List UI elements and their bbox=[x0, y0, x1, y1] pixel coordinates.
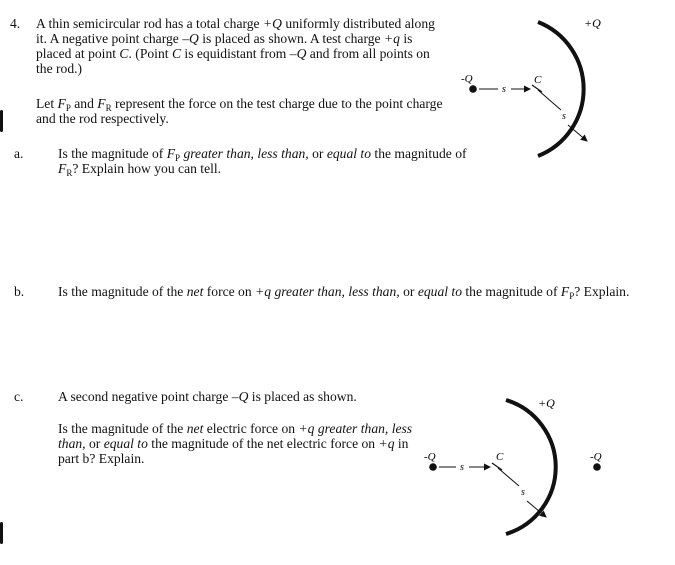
question-label: a. bbox=[14, 146, 24, 161]
distance-label: s bbox=[521, 487, 525, 498]
point-charge-label-left: -Q bbox=[424, 451, 436, 463]
negative-point-charge-left bbox=[429, 463, 437, 471]
force-definition: Let $F_P$ and $F_R$ represent the force on the test charge due to the point charge and the rod respectively. bbox=[36, 96, 443, 126]
margin-mark bbox=[0, 110, 3, 132]
problem-number: 4. bbox=[10, 16, 21, 31]
question-b: b. Is the magnitude of the net force on +q greater than, less than, or equal to the magnitude of $F_P$? Explain. bbox=[14, 284, 630, 301]
point-c-label: C bbox=[496, 451, 504, 463]
question-label: c. bbox=[14, 389, 24, 404]
negative-point-charge bbox=[469, 85, 477, 93]
distance-label: s bbox=[460, 462, 464, 473]
point-c-label: C bbox=[534, 74, 542, 86]
figure-1 bbox=[450, 10, 620, 160]
test-charge-marker bbox=[492, 463, 502, 470]
test-charge-marker bbox=[532, 85, 542, 92]
question-a: a. Is the magnitude of $F_P$ greater than, less than, or equal to the magnitude of $F_R$? Explain how you can tell. bbox=[14, 146, 467, 178]
question-c: c. A second negative point charge –Q is placed as shown. bbox=[14, 389, 357, 404]
distance-arrow bbox=[538, 90, 561, 110]
negative-point-charge-right bbox=[593, 463, 601, 471]
point-charge-label: -Q bbox=[461, 73, 473, 85]
distance-label: s bbox=[562, 111, 566, 122]
rod-charge-label: +Q bbox=[584, 16, 601, 30]
distance-label: s bbox=[502, 84, 506, 95]
figure-2 bbox=[418, 388, 618, 543]
semicircular-rod bbox=[506, 400, 556, 534]
semicircular-rod bbox=[538, 22, 584, 156]
problem-intro: A thin semicircular rod has a total charge +Q uniformly distributed along it. A negative point charge –Q is placed as shown. A test charge +q is placed at point C. (Point C is equidistant from –Q and from all points on the rod.) bbox=[36, 16, 435, 76]
rod-charge-label: +Q bbox=[538, 396, 555, 410]
question-label: b. bbox=[14, 284, 25, 299]
margin-mark bbox=[0, 522, 3, 544]
question-c-prompt: Is the magnitude of the net electric force on +q greater than, less than, or equal to the magnitude of the net electric force on +q in part b? Explain. bbox=[58, 421, 413, 466]
distance-arrow bbox=[498, 468, 519, 486]
point-charge-label-right: -Q bbox=[590, 451, 602, 463]
